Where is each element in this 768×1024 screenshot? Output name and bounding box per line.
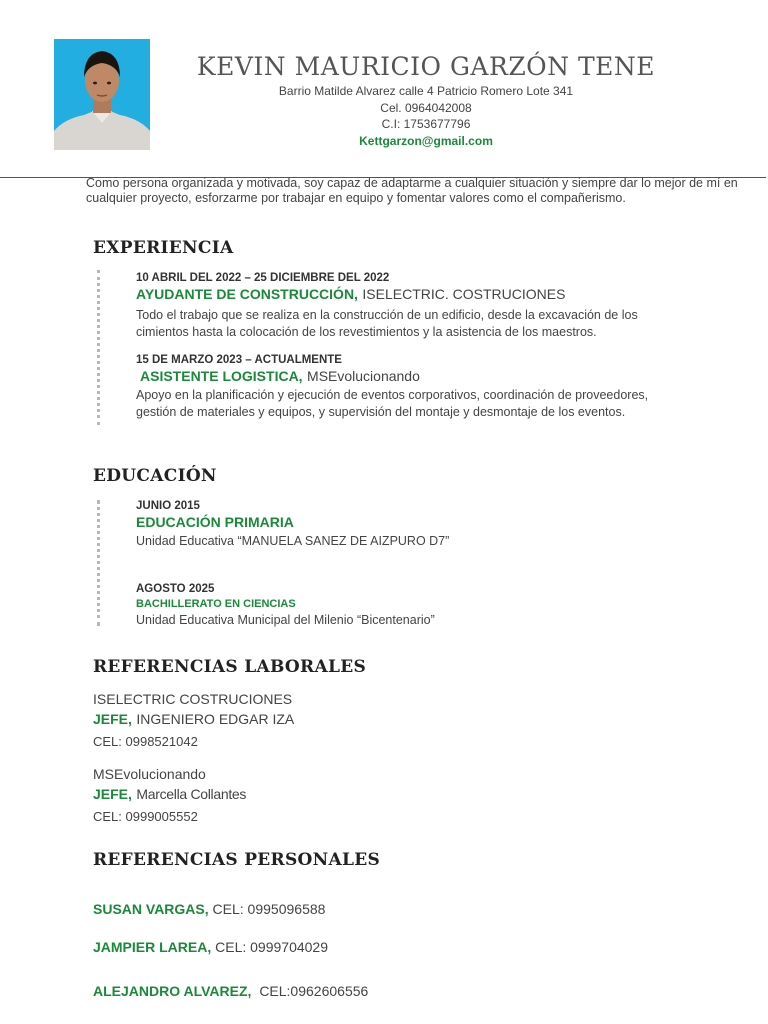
education-item	[136, 500, 736, 550]
profile-summary: Como persona organizada y motivada, soy capaz de adaptarme a cualquier situación y siempre dar lo mejor de mí en cualquier proyecto, esforzarme por trabajar en equipo y fomentar valores como el compañerismo.	[86, 176, 738, 205]
personal-reference	[93, 939, 328, 955]
education-heading: EDUCACIÓN	[93, 466, 217, 486]
education-title: BACHILLERATO EN CIENCIAS	[136, 598, 296, 610]
experience-desc: Apoyo en la planificación y ejecución de eventos corporativos, coordinación de proveedores,	[136, 388, 649, 402]
education-date: JUNIO 2015	[136, 500, 200, 512]
reference-phone: CEL: 0995096588	[212, 901, 326, 917]
personal-references-heading: REFERENCIAS PERSONALES	[93, 850, 381, 870]
experience-title-line	[136, 368, 736, 386]
education-item	[136, 583, 736, 629]
reference-phone: CEL: 0999704029	[215, 939, 328, 955]
experience-timeline	[97, 270, 100, 425]
candidate-name: KEVIN MAURICIO GARZÓN TENE	[196, 52, 656, 81]
experience-company: ISELECTRIC. COSTRUCIONES	[362, 286, 566, 302]
education-timeline	[97, 500, 100, 626]
experience-date: 10 ABRIL DEL 2022 – 25 DICIEMBRE DEL 2022	[136, 272, 390, 284]
experience-company: MSEvolucionando	[307, 368, 420, 384]
address: Barrio Matilde Alvarez calle 4 Patricio Romero Lote 341	[278, 84, 574, 98]
reference-phone: CEL: 0998521042	[93, 734, 198, 749]
experience-date: 15 DE MARZO 2023 – ACTUALMENTE	[136, 354, 342, 366]
experience-item	[136, 272, 736, 341]
experience-desc: cimientos hasta la colocación de los revestimientos y la asistencia de los maestros.	[136, 325, 597, 339]
experience-item	[136, 354, 736, 421]
education-school: Unidad Educativa Municipal del Milenio “Bicentenario”	[136, 613, 435, 627]
reference-name: ALEJANDRO ALVAREZ,	[93, 983, 252, 999]
reference-name: JAMPIER LAREA,	[93, 939, 212, 955]
reference-company: ISELECTRIC COSTRUCIONES	[93, 691, 293, 707]
work-reference	[93, 766, 693, 824]
reference-name: Marcella Collantes	[136, 786, 247, 802]
reference-name: SUSAN VARGAS,	[93, 901, 209, 917]
phone: Cel. 0964042008	[380, 101, 472, 115]
reference-role: JEFE,	[93, 786, 132, 802]
email-link[interactable]: Kettgarzon@gmail.com	[359, 134, 493, 148]
reference-name: INGENIERO EDGAR IZA	[136, 711, 295, 727]
work-references-heading: REFERENCIAS LABORALES	[93, 657, 367, 677]
personal-reference	[93, 983, 368, 999]
personal-reference	[93, 901, 325, 917]
experience-title-line	[136, 286, 736, 304]
education-title: EDUCACIÓN PRIMARIA	[136, 514, 294, 530]
reference-contact	[93, 786, 693, 804]
reference-role: JEFE,	[93, 711, 132, 727]
reference-contact	[93, 711, 693, 729]
experience-role: ASISTENTE LOGISTICA,	[140, 368, 303, 384]
profile-photo	[54, 39, 150, 150]
experience-desc: Todo el trabajo que se realiza en la construcción de un edificio, desde la excavación de los	[136, 308, 638, 322]
reference-phone: CEL: 0999005552	[93, 809, 198, 824]
id-card: C.I: 1753677796	[381, 117, 471, 131]
experience-role: AYUDANTE DE CONSTRUCCIÓN,	[136, 286, 358, 302]
experience-heading: EXPERIENCIA	[93, 238, 234, 258]
experience-desc: gestión de materiales y equipos, y supervisión del montaje y desmontaje de los eventos.	[136, 405, 626, 419]
person-portrait-icon	[54, 39, 150, 150]
work-reference	[93, 691, 693, 749]
education-school: Unidad Educativa “MANUELA SANEZ DE AIZPURO D7”	[136, 534, 450, 548]
reference-company: MSEvolucionando	[93, 766, 206, 782]
education-date: AGOSTO 2025	[136, 583, 215, 595]
reference-phone: CEL:0962606556	[259, 983, 369, 999]
